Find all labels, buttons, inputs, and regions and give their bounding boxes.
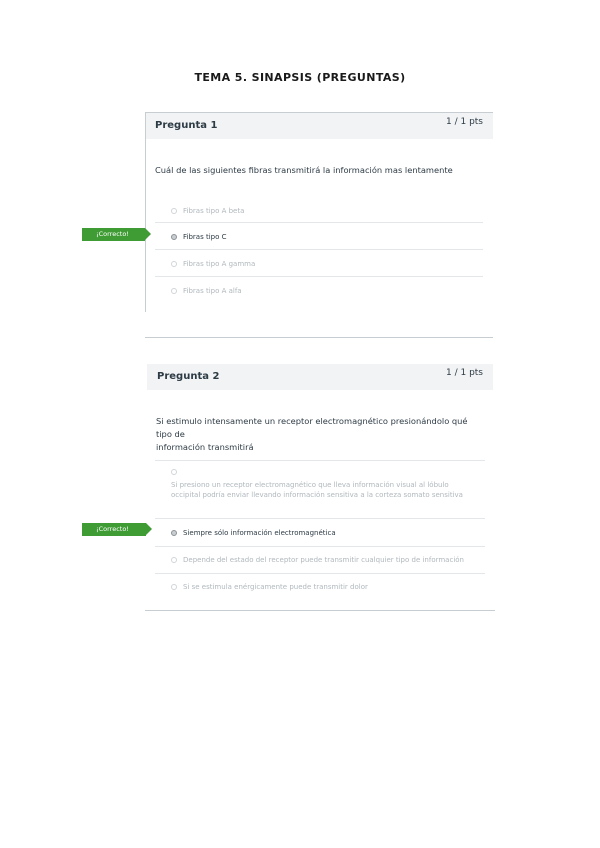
question-1-bottom-border (145, 337, 493, 338)
divider (155, 222, 483, 223)
radio-icon[interactable] (171, 584, 177, 590)
divider (155, 546, 485, 547)
divider (155, 276, 483, 277)
question-2-answer-2[interactable]: Siempre sólo información electromagnética (171, 528, 336, 538)
correct-answer-tag: ¡Correcto! (82, 228, 145, 241)
question-1-answer-3[interactable]: Fibras tipo A gamma (171, 259, 255, 269)
radio-selected-icon[interactable] (171, 234, 177, 240)
question-2-answer-1[interactable]: Si presiono un receptor electromagnético que lleva información visual al lóbulo occipital podría enviar llevando información sensitiva a la corteza somato sensitiva (171, 467, 463, 500)
question-1-text: Cuál de las siguientes fibras transmitirá la información mas lentamente (155, 165, 453, 175)
question-2-text: Si estimulo intensamente un receptor electromagnético presionándolo qué tipo de información transmitirá (156, 416, 468, 452)
question-1-header (145, 112, 493, 139)
question-1-answer-1[interactable]: Fibras tipo A beta (171, 206, 244, 216)
question-2-points: 1 / 1 pts (446, 368, 483, 378)
question-2-header (147, 364, 493, 390)
question-1-left-border (145, 112, 146, 312)
divider (155, 249, 483, 250)
radio-icon[interactable] (171, 557, 177, 563)
question-2-answer-4[interactable]: Si se estimula enérgicamente puede transmitir dolor (171, 582, 368, 592)
divider (155, 573, 485, 574)
question-1-title: Pregunta 1 (155, 120, 218, 131)
radio-icon[interactable] (171, 288, 177, 294)
question-2-title: Pregunta 2 (157, 371, 220, 382)
question-2-answer-3[interactable]: Depende del estado del receptor puede transmitir cualquier tipo de información (171, 555, 464, 565)
divider (155, 518, 485, 519)
correct-answer-tag: ¡Correcto! (82, 523, 146, 536)
question-1-answer-2[interactable]: Fibras tipo C (171, 232, 226, 242)
radio-icon[interactable] (171, 261, 177, 267)
radio-icon[interactable] (171, 469, 177, 475)
radio-icon[interactable] (171, 208, 177, 214)
question-1-points: 1 / 1 pts (446, 117, 483, 127)
divider (155, 460, 485, 461)
question-2-bottom-border (145, 610, 495, 611)
document-title: TEMA 5. SINAPSIS (PREGUNTAS) (194, 71, 406, 84)
question-1-answer-4[interactable]: Fibras tipo A alfa (171, 286, 242, 296)
radio-selected-icon[interactable] (171, 530, 177, 536)
